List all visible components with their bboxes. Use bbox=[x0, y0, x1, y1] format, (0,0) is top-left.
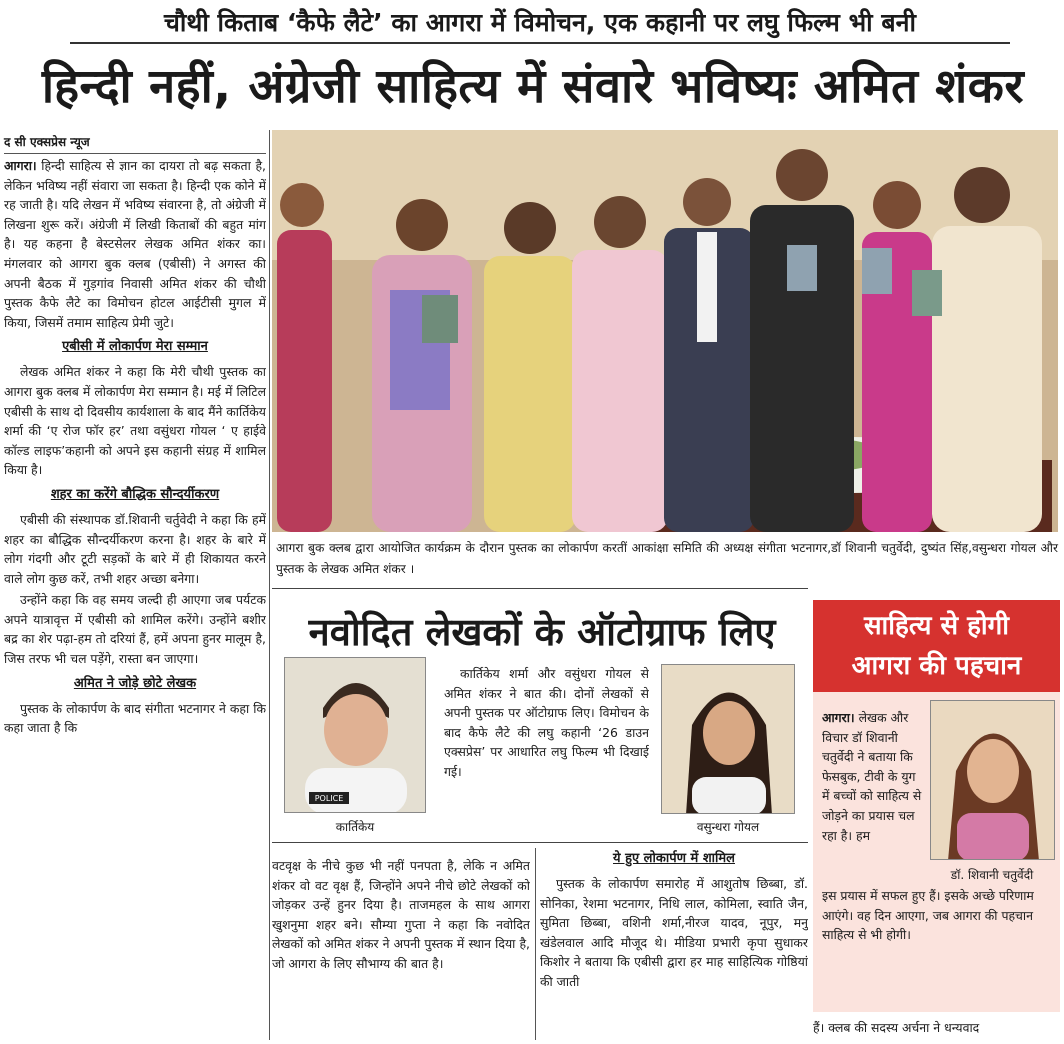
caption-vasundhara: वसुन्धरा गोयल bbox=[696, 820, 760, 834]
column-divider bbox=[269, 130, 270, 1040]
main-photo bbox=[272, 130, 1058, 532]
portrait-kartikeya-illustration bbox=[285, 658, 426, 813]
side-box-title-line1: साहित्य से होगी bbox=[863, 611, 1010, 641]
subhead-attendees: ये हुए लोकार्पण में शामिल bbox=[613, 851, 735, 866]
book-3 bbox=[862, 248, 892, 294]
attendees-text: पुस्तक के लोकार्पण समारोह में आशुतोष छिब्बा, डॉ. सोनिका, रेशमा भटनागर, निधि लाल, कोमिला, स्वाति जैन, सुमिता छिब्बा, वशिनी शर्मा,नीरज यादव, नूपुर, मनु खंडेलवाल आदि मौजूद थे। मीडिया प्रभारी कृपा सुधाकर किशोर ने बताया कि एबीसी द्वारा हर माह साहित्यिक गोष्ठियां की जाती bbox=[540, 876, 808, 989]
subhead-city: शहर का करेंगे बौद्धिक सौन्दर्यीकरण bbox=[50, 486, 220, 502]
side-box-text-1-body: लेखक और विचार डॉ शिवानी चतुर्वेदी ने बताया कि फेसबुक, टीवी के युग में बच्चों को साहित्य से जोड़ने का प्रयास चल रहा है। हम bbox=[822, 710, 922, 843]
book-4 bbox=[912, 270, 942, 316]
left-column bbox=[4, 156, 266, 1042]
paragraph-4: उन्होंने कहा कि वह समय जल्दी ही आएगा जब पर्यटक अपने यात्रावृत्त में एबीसी को शामिल करेंगे। उन्होंने बशीर बद्र का शेर पढ़ा-हम तो दरियां हैं, हमें अपना हुनर मालूम है, जिस तरफ भी चल पड़ेंगे, रास्ता बन जाएगा। bbox=[4, 592, 266, 667]
portrait-kartikeya bbox=[284, 657, 426, 813]
middle-column-1 bbox=[272, 856, 530, 1042]
main-headline: हिन्दी नहीं, अंग्रेजी साहित्य में संवारे भविष्यः अमित शंकर bbox=[41, 59, 1025, 114]
subhead-amit: अमित ने जोड़े छोटे लेखक bbox=[73, 675, 197, 691]
sub-story-body bbox=[444, 664, 649, 824]
side-box-title-line2: आगरा की पहचान bbox=[851, 651, 1022, 681]
lead-text: हिन्दी साहित्य से ज्ञान का दायरा तो बढ़ सकता है, लेकिन भविष्य नहीं संवारा जा सकता है। हिन्दी एक कोने में रह जाती है। यदि लेखन में भविष्य संवारना है, तो अंग्रेजी में लिखना शुरू करें। अंग्रेजी में लिखी किताबों की बहुत मांग है। यह कहना है बेस्टसेलर लेखक अमित शंकर का। मंगलवार को आगरा बुक क्लब (एबीसी) ने अगस्त की अपनी बैठक में गुड़गांव निवासी अमित शंकर की चौथी पुस्तक कैफे लैटे का विमोचन होटल आईटीसी मुगल में किया, जिसमें तमाम साहित्य प्रेमी जुटे। bbox=[4, 158, 266, 330]
lead-paragraph bbox=[4, 156, 266, 332]
caption-shivani: डॉ. शिवानी चतुर्वेदी bbox=[950, 868, 1034, 882]
kicker-headline: चौथी किताब ‘कैफे लैटे’ का आगरा में विमोचन, एक कहानी पर लघु फिल्म भी बनी bbox=[70, 4, 1010, 44]
person-1 bbox=[277, 183, 332, 532]
column-divider-2 bbox=[535, 848, 536, 1040]
byline: द सी एक्सप्रेस न्यूज bbox=[4, 133, 266, 154]
side-box-text-1 bbox=[822, 708, 926, 845]
person-7 bbox=[862, 181, 932, 532]
dateline: आगरा। bbox=[4, 158, 37, 173]
side-box-text-2: इस प्रयास में सफल हुए हैं। इसके अच्छे परिणाम आएंगे। वह दिन आएगा, जब आगरा की पहचान साहित्य से भी होगी। bbox=[822, 888, 1034, 943]
badge-text: POLICE bbox=[314, 794, 344, 803]
person-6 bbox=[750, 149, 854, 532]
paragraph-5: पुस्तक के लोकार्पण के बाद संगीता भटनागर ने कहा कि कहा जाता है कि bbox=[4, 700, 266, 736]
section-rule bbox=[272, 588, 808, 589]
subhead-abc: एबीसी में लोकार्पण मेरा सम्मान bbox=[62, 339, 208, 355]
section-rule-2 bbox=[272, 842, 808, 843]
group-photo-illustration bbox=[272, 130, 1058, 532]
side-box-text-wrap bbox=[822, 708, 926, 883]
side-box-text-full bbox=[822, 886, 1052, 1006]
person-5 bbox=[664, 178, 754, 532]
photo-caption: आगरा बुक क्लब द्वारा आयोजित कार्यक्रम के दौरान पुस्तक का लोकार्पण करतीं आकांक्षा समिति की अध्यक्ष संगीता भटनागर,डॉ शिवानी चतुर्वेदी, दुष्यंत सिंह,वसुन्धरा गोयल और पुस्तक के लेखक अमित शंकर । bbox=[276, 541, 1058, 576]
portrait-shivani-illustration bbox=[931, 701, 1055, 860]
middle-column-1-text: वटवृक्ष के नीचे कुछ भी नहीं पनपता है, लेकि न अमित शंकर वो वट वृक्ष हैं, जिन्होंने अपने नीचे छोटे लेखकों को जोड़कर उन्हें हुनर दिया है। ताजमहल के साथ आगरा खुशनुमा शहर बने। सौम्या गुप्ता ने कहा कि नवोदित लेखकों को अमित शंकर ने अपनी पुस्तक में स्थान दिया है, जो आगरा के लिए सौभाग्य की बात है। bbox=[272, 858, 530, 971]
paragraph-2: लेखक अमित शंकर ने कहा कि मेरी चौथी पुस्तक का आगरा बुक क्लब में लोकार्पण मेरा सम्मान है। मई में लिटिल एबीसी के साथ दो दिवसीय कार्यशाला के बाद मैंने कार्तिकेय शर्मा की ‘ए रोज फॉर हर’ तथा वसुंधरा गोयल ‘ ए हाईवे कॉल्ड लाइफ’कहानी को अपने इस कहानी संग्रह में शामिल किया है। bbox=[4, 364, 266, 478]
sub-story-text: कार्तिकेय शर्मा और वसुंधरा गोयल से अमित शंकर ने बात की। दोनों लेखकों से अपनी पुस्तक पर ऑटोग्राफ लिए। विमोचन के बाद कैफे लैटे की लघु कहानी ‘26 डाउन एक्सप्रेस’ पर आधारित लघु फिल्म भी दिखाई गई। bbox=[444, 666, 649, 779]
book-1 bbox=[422, 295, 458, 343]
sub-story-headline: नवोदित लेखकों के ऑटोग्राफ लिए bbox=[308, 610, 776, 654]
portrait-vasundhara bbox=[661, 664, 795, 814]
side-box-title bbox=[813, 600, 1060, 692]
caption-kartikeya: कार्तिकेय bbox=[335, 820, 375, 834]
paragraph-3: एबीसी की संस्थापक डॉ.शिवानी चर्तुवेदी ने कहा कि हमें शहर का बौद्धिक सौन्दर्यीकरण करना है। शहर के बारे में लोग गंदगी और टूटी सड़कों के बारे में ही शिकायत करने वाले लोग कुछ करें, तभी शहर अच्छा बनेगा। bbox=[4, 511, 266, 586]
footer-tail: हैं। क्लब की सदस्य अर्चना ने धन्यवाद bbox=[813, 1020, 980, 1035]
portrait-shivani bbox=[930, 700, 1055, 860]
side-dateline: आगरा। bbox=[822, 710, 855, 725]
book-2 bbox=[787, 245, 817, 291]
middle-column-2 bbox=[540, 850, 808, 1042]
portrait-vasundhara-illustration bbox=[662, 665, 795, 814]
